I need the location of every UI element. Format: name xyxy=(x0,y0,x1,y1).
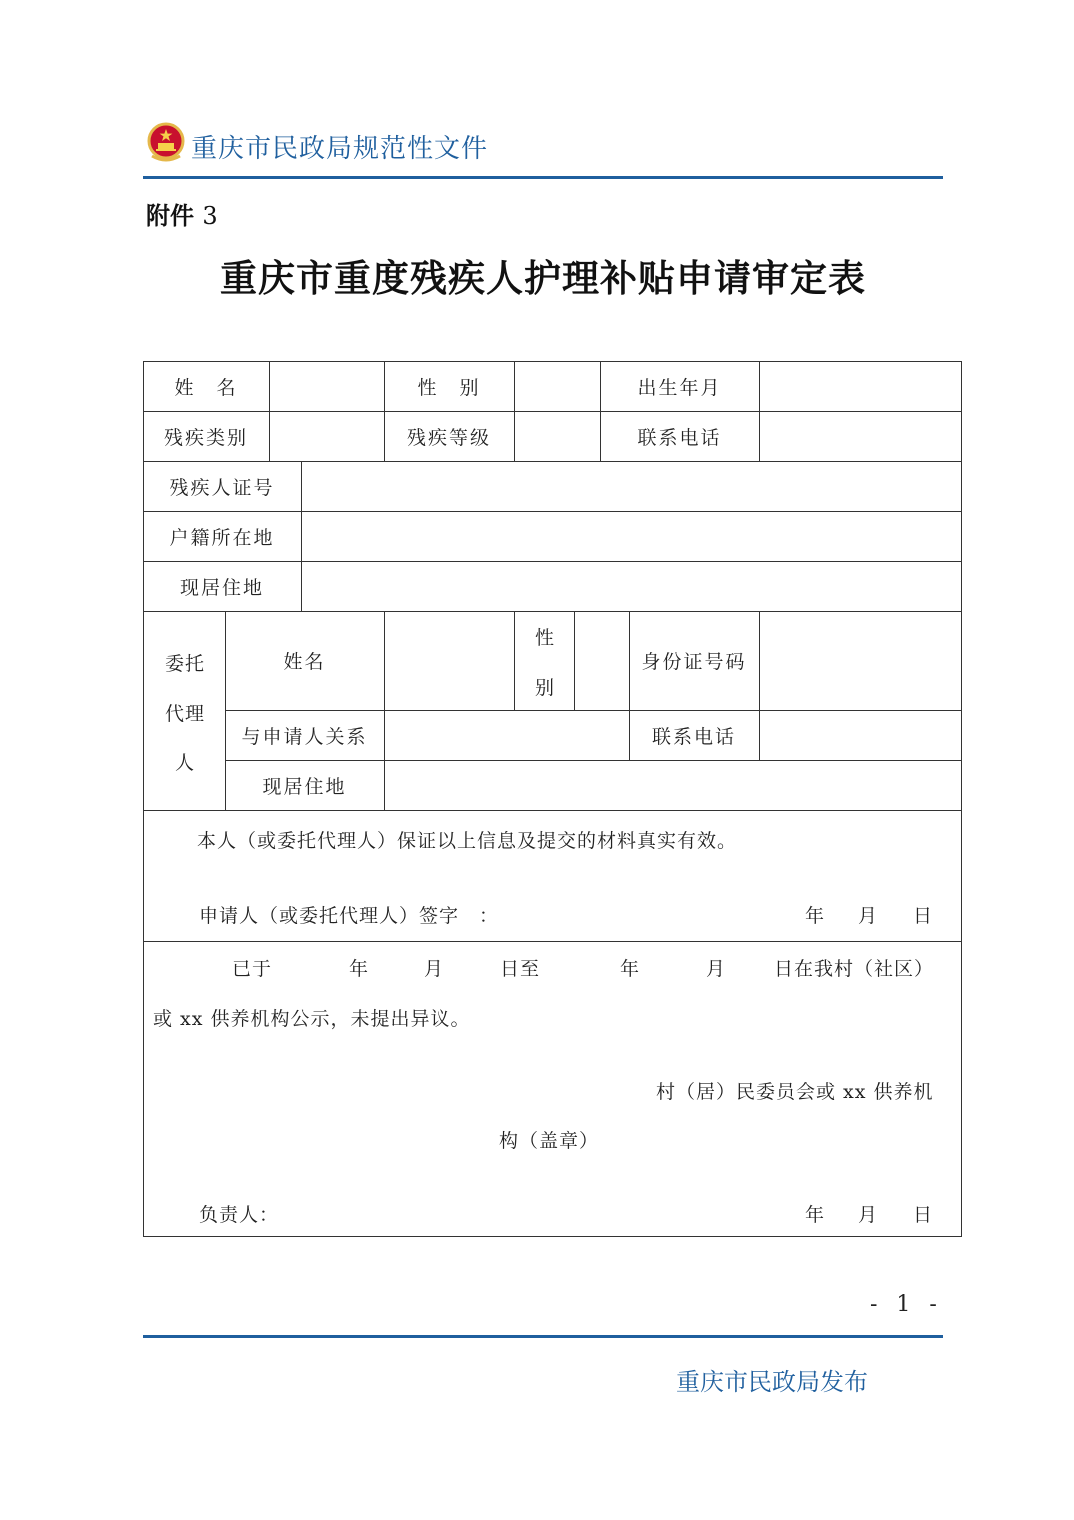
public-month2: 月 xyxy=(706,958,727,980)
document-header xyxy=(143,118,943,180)
application-form-table xyxy=(143,361,962,1237)
public-day-to: 日至 xyxy=(500,958,541,980)
page-number: - 1 - xyxy=(870,1292,943,1317)
field-disability-type[interactable] xyxy=(269,411,384,461)
resp-date-day: 日 xyxy=(913,1204,934,1226)
national-emblem-icon xyxy=(146,122,186,164)
label-agent-gender-1: 性 xyxy=(535,627,556,649)
label-cert-no: 残疾人证号 xyxy=(169,476,275,499)
attachment-number: 3 xyxy=(202,202,218,230)
field-name[interactable] xyxy=(269,361,384,411)
public-day-in: 日在我村（社区） xyxy=(774,958,935,980)
attachment-label xyxy=(146,196,218,231)
label-phone: 联系电话 xyxy=(637,426,722,449)
label-agent-2: 代理 xyxy=(165,703,206,725)
label-agent-name: 姓名 xyxy=(283,651,326,673)
label-disability-level: 残疾等级 xyxy=(406,426,491,449)
label-agent-3: 人 xyxy=(175,752,196,774)
label-residence: 现居住地 xyxy=(179,576,264,599)
field-residence[interactable] xyxy=(301,561,961,611)
field-cert-no[interactable] xyxy=(301,461,961,511)
label-agent-gender-2: 别 xyxy=(535,677,556,699)
responsible-label: 负责人： xyxy=(199,1204,280,1226)
declaration-text: 本人（或委托代理人）保证以上信息及提交的材料真实有效。 xyxy=(197,830,738,852)
signature-label: 申请人（或委托代理人）签字 ： xyxy=(199,905,500,927)
public-already: 已于 xyxy=(232,958,273,980)
label-name: 姓 名 xyxy=(174,376,238,399)
field-agent-gender[interactable] xyxy=(574,611,629,710)
label-disability-type: 残疾类别 xyxy=(163,426,248,449)
label-birth: 出生年月 xyxy=(637,376,722,399)
label-agent-relation: 与申请人关系 xyxy=(241,725,368,748)
public-line2: 或 xx 供养机构公示，未提出异议。 xyxy=(153,1008,471,1030)
resp-date-year: 年 xyxy=(805,1204,826,1226)
field-gender[interactable] xyxy=(514,361,600,411)
field-agent-relation[interactable] xyxy=(384,710,629,760)
resp-date-month: 月 xyxy=(858,1204,879,1226)
sign-date-year: 年 xyxy=(805,905,826,927)
field-phone[interactable] xyxy=(759,411,961,461)
committee-label: 村（居）民委员会或 xx 供养机 xyxy=(656,1081,934,1103)
label-agent-1: 委托 xyxy=(165,653,206,675)
label-agent-phone: 联系电话 xyxy=(651,725,736,748)
field-household[interactable] xyxy=(301,511,961,561)
footer-rule xyxy=(143,1335,943,1338)
sign-date-day: 日 xyxy=(913,905,934,927)
sign-date-month: 月 xyxy=(858,905,879,927)
label-agent-residence: 现居住地 xyxy=(262,775,347,798)
label-agent-id: 身份证号码 xyxy=(641,651,747,673)
field-agent-residence[interactable] xyxy=(384,760,961,810)
footer-publisher: 重庆市民政局发布 xyxy=(676,1368,868,1396)
public-year1: 年 xyxy=(349,958,370,980)
field-birth[interactable] xyxy=(759,361,961,411)
header-title: 重庆市民政局规范性文件 xyxy=(191,134,489,164)
attachment-text: 附件 xyxy=(146,202,194,230)
field-agent-id[interactable] xyxy=(759,611,961,710)
public-year2: 年 xyxy=(620,958,641,980)
field-disability-level[interactable] xyxy=(514,411,600,461)
field-agent-phone[interactable] xyxy=(759,710,961,760)
label-gender: 性 别 xyxy=(417,376,481,399)
header-rule xyxy=(143,176,943,179)
seal-label: 构（盖章） xyxy=(499,1130,600,1152)
field-agent-name[interactable] xyxy=(384,611,514,710)
form-title: 重庆市重度残疾人护理补贴申请审定表 xyxy=(220,256,866,300)
label-household: 户籍所在地 xyxy=(169,526,275,549)
public-month1: 月 xyxy=(424,958,445,980)
